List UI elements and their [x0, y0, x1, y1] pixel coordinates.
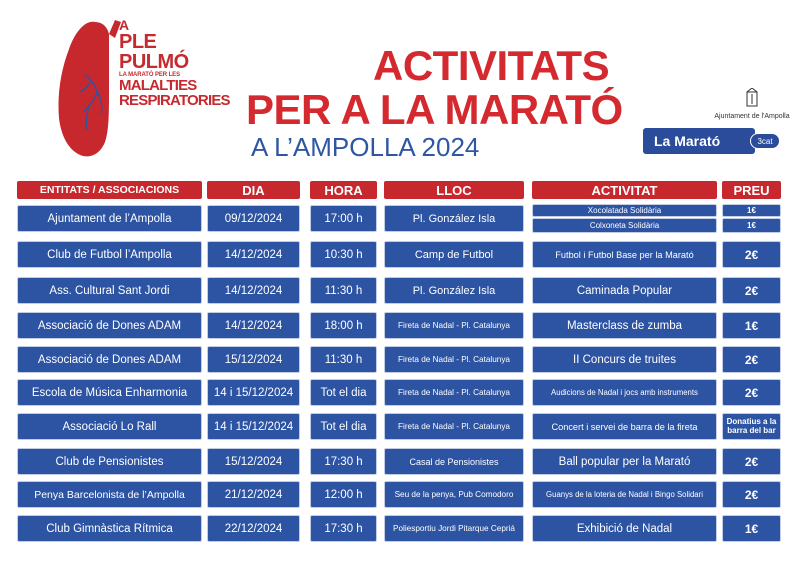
row-lloc: Seu de la penya, Pub Comodoro — [384, 481, 524, 508]
row-entitat: Ass. Cultural Sant Jordi — [17, 277, 202, 304]
logo-line-2: PLE PULMÓ — [119, 31, 189, 73]
row-lloc: Camp de Futbol — [384, 241, 524, 268]
row-lloc: Fireta de Nadal - Pl. Catalunya — [384, 413, 524, 440]
page-title-line-2: PER A LA MARATÓ — [246, 86, 623, 133]
header-dia: DIA — [207, 181, 300, 199]
header-preu: PREU — [722, 181, 781, 199]
row-preu: 2€ — [722, 448, 781, 475]
coat-of-arms-icon — [745, 88, 759, 108]
logo-line-1: A — [119, 17, 130, 33]
row-activitat: Ball popular per la Marató — [532, 448, 717, 475]
header-activitat: ACTIVITAT — [532, 181, 717, 199]
row-activitat: Xocolatada Solidària — [532, 204, 717, 217]
row-dia: 14/12/2024 — [207, 312, 300, 339]
preu-line-2: barra del bar — [727, 425, 776, 435]
row-hora: 17:30 h — [310, 448, 377, 475]
row-preu: 1€ — [722, 515, 781, 542]
row-dia: 21/12/2024 — [207, 481, 300, 508]
row-dia: 14 i 15/12/2024 — [207, 379, 300, 406]
row-entitat: Penya Barcelonista de l’Ampolla — [17, 481, 202, 508]
3cat-badge: 3cat — [750, 133, 780, 149]
row-entitat: Club de Pensionistes — [17, 448, 202, 475]
logo-text — [119, 17, 230, 109]
row-preu: 2€ — [722, 277, 781, 304]
row-hora: Tot el dia — [310, 379, 377, 406]
row-lloc: Poliesportiu Jordi Pitarque Cepriá — [384, 515, 524, 542]
row-entitat: Associació de Dones ADAM — [17, 312, 202, 339]
row-entitat: Club de Futbol l’Ampolla — [17, 241, 202, 268]
ajuntament-logo — [712, 88, 792, 121]
row-entitat: Ajuntament de l’Ampolla — [17, 205, 202, 232]
row-hora: 12:00 h — [310, 481, 377, 508]
row-hora: 17:00 h — [310, 205, 377, 232]
row-lloc: Pl. González Isla — [384, 277, 524, 304]
row-activitat: Colxoneta Solidària — [532, 218, 717, 233]
row-activitat: Guanys de la loteria de Nadal i Bingo Solidari — [532, 481, 717, 508]
row-hora: 18:00 h — [310, 312, 377, 339]
header-lloc: LLOC — [384, 181, 524, 199]
marato-badge: La Marató — [643, 128, 755, 154]
row-activitat: Concert i servei de barra de la fireta — [532, 413, 717, 440]
row-lloc: Pl. González Isla — [384, 205, 524, 232]
row-entitat: Club Gimnàstica Rítmica — [17, 515, 202, 542]
row-preu: 2€ — [722, 241, 781, 268]
row-activitat: Exhibició de Nadal — [532, 515, 717, 542]
row-activitat: Caminada Popular — [532, 277, 717, 304]
row-dia: 15/12/2024 — [207, 448, 300, 475]
preu-line-1: Donatius a la — [726, 416, 777, 426]
row-dia: 14 i 15/12/2024 — [207, 413, 300, 440]
row-activitat: Audicions de Nadal i jocs amb instruments — [532, 379, 717, 406]
row-preu: 2€ — [722, 481, 781, 508]
row-preu — [722, 413, 781, 440]
row-preu: 1€ — [722, 218, 781, 233]
row-preu: 2€ — [722, 346, 781, 373]
campaign-logo — [55, 14, 230, 164]
row-preu: 1€ — [722, 312, 781, 339]
ajuntament-name: Ajuntament de l'Ampolla — [714, 113, 790, 120]
row-hora: 11:30 h — [310, 277, 377, 304]
row-dia: 14/12/2024 — [207, 277, 300, 304]
row-activitat: Masterclass de zumba — [532, 312, 717, 339]
row-preu: 1€ — [722, 204, 781, 217]
header-entitats: ENTITATS / ASSOCIACIONS — [17, 181, 202, 199]
row-activitat: Futbol i Futbol Base per la Marató — [532, 241, 717, 268]
logo-line-4: MALALTIES RESPIRATORIES — [119, 77, 230, 109]
page-title-line-1: ACTIVITATS — [373, 42, 610, 89]
row-lloc: Fireta de Nadal - Pl. Catalunya — [384, 379, 524, 406]
row-preu: 2€ — [722, 379, 781, 406]
row-entitat: Associació Lo Rall — [17, 413, 202, 440]
header-hora: HORA — [310, 181, 377, 199]
row-lloc: Casal de Pensionistes — [384, 448, 524, 475]
row-hora: Tot el dia — [310, 413, 377, 440]
logo-line-3: LA MARATÓ PER LES — [119, 72, 180, 78]
row-lloc: Fireta de Nadal - Pl. Catalunya — [384, 346, 524, 373]
row-dia: 14/12/2024 — [207, 241, 300, 268]
row-hora: 17:30 h — [310, 515, 377, 542]
row-dia: 22/12/2024 — [207, 515, 300, 542]
row-activitat: II Concurs de truites — [532, 346, 717, 373]
row-dia: 09/12/2024 — [207, 205, 300, 232]
row-dia: 15/12/2024 — [207, 346, 300, 373]
row-entitat: Associació de Dones ADAM — [17, 346, 202, 373]
row-lloc: Fireta de Nadal - Pl. Catalunya — [384, 312, 524, 339]
row-hora: 10:30 h — [310, 241, 377, 268]
page-subtitle: A L’AMPOLLA 2024 — [251, 132, 480, 162]
row-entitat: Escola de Música Enharmonia — [17, 379, 202, 406]
row-hora: 11:30 h — [310, 346, 377, 373]
